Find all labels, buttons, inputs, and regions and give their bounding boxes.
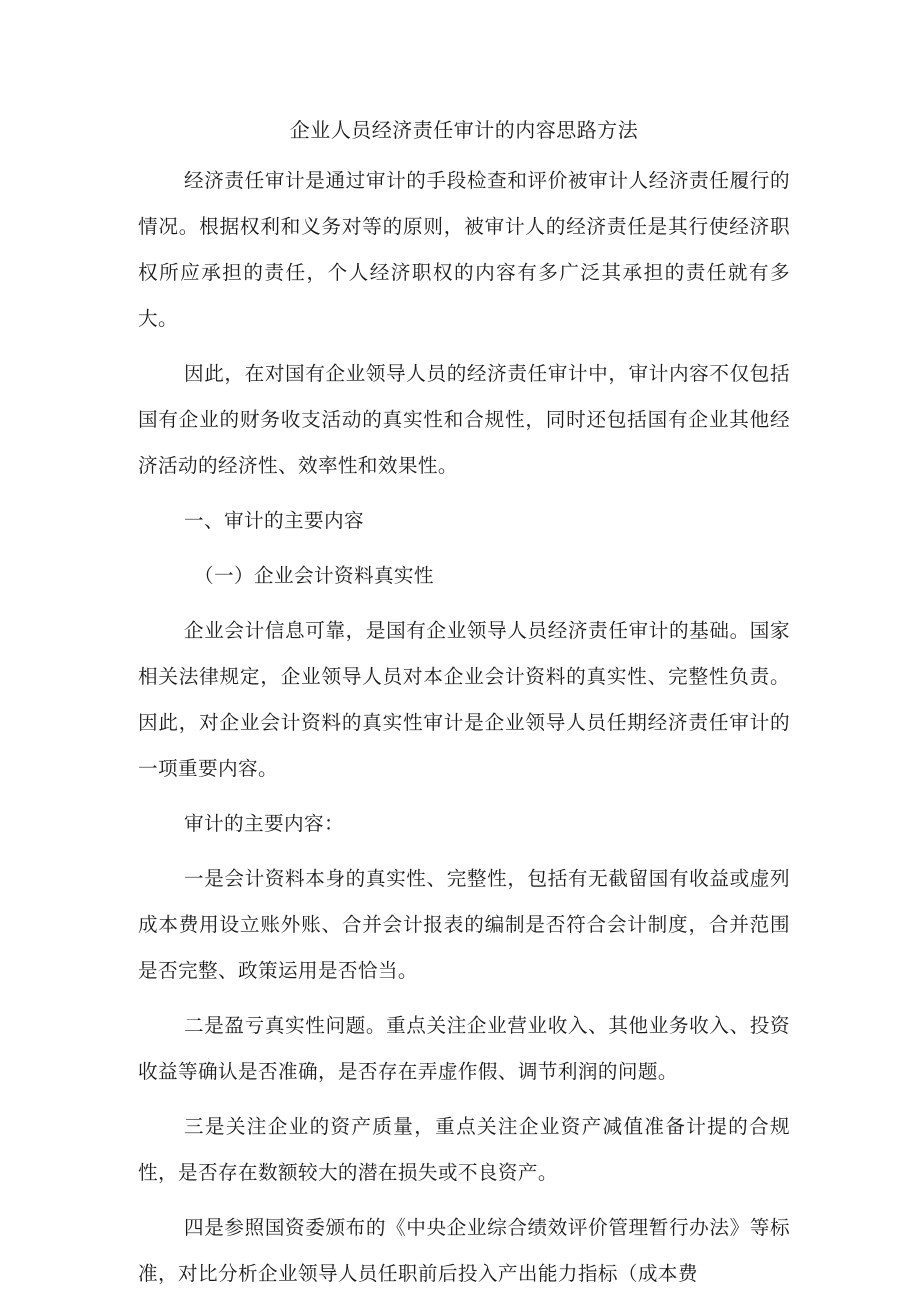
body-paragraph: 审计的主要内容： [184, 812, 344, 835]
body-paragraph: 三是关注企业的资产质量，重点关注企业资产减值准备计提的合规性，是否存在数额较大的潜在损失或不良资产。 [138, 1115, 790, 1184]
body-paragraph: 经济责任审计是通过审计的手段检查和评价被审计人经济责任履行的情况。根据权利和义务对等的原则，被审计人的经济责任是其行使经济职权所应承担的责任，个人经济职权的内容有多广泛其承担的责任就有多大。 [138, 169, 790, 330]
document-page [138, 112, 790, 1306]
body-paragraph: 二是盈亏真实性问题。重点关注企业营业收入、其他业务收入、投资收益等确认是否准确，是否存在弄虚作假、调节利润的问题。 [138, 1014, 790, 1083]
body-paragraph: 企业会计信息可靠，是国有企业领导人员经济责任审计的基础。国家相关法律规定，企业领导人员对本企业会计资料的真实性、完整性负责。因此，对企业会计资料的真实性审计是企业领导人员任期经济责任审计的一项重要内容。 [138, 619, 790, 780]
body-paragraph: 一是会计资料本身的真实性、完整性，包括有无截留国有收益或虚列成本费用设立账外账、合并会计报表的编制是否符合会计制度，合并范围是否完整、政策运用是否恰当。 [138, 867, 790, 982]
document-title: 企业人员经济责任审计的内容思路方法 [289, 118, 639, 142]
section-heading: 一、审计的主要内容 [184, 509, 364, 532]
body-paragraph: 因此，在对国有企业领导人员的经济责任审计中，审计内容不仅包括国有企业的财务收支活动的真实性和合规性，同时还包括国有企业其他经济活动的经济性、效率性和效果性。 [138, 362, 790, 477]
subsection-heading: （一）企业会计资料真实性 [194, 564, 434, 587]
body-paragraph: 四是参照国资委颁布的《中央企业综合绩效评价管理暂行办法》等标准，对比分析企业领导人员任职前后投入产出能力指标（成本费 [138, 1216, 790, 1285]
